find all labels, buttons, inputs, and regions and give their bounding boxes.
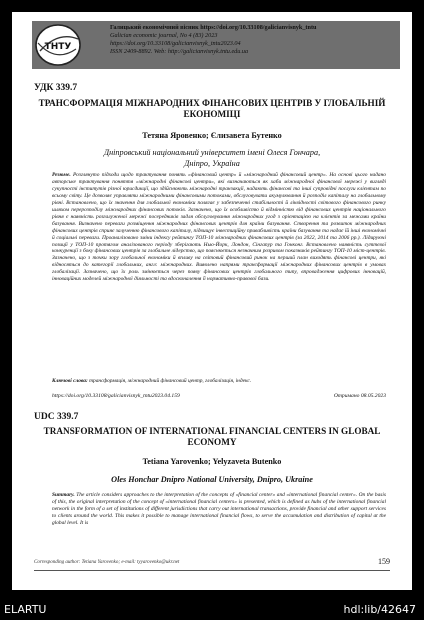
tntu-logo-icon: [34, 23, 82, 67]
svg-text:ТНТУ: ТНТУ: [44, 42, 72, 52]
title-uk: ТРАНСФОРМАЦІЯ МІЖНАРОДНИХ ФІНАНСОВИХ ЦЕНТРІВ У ГЛОБАЛЬНІЙ ЕКОНОМІЦІ: [38, 98, 386, 119]
paper-page: [12, 12, 412, 590]
footer-divider: [34, 570, 390, 571]
repository-label[interactable]: ELARTU: [4, 603, 47, 616]
corresponding-author: Corresponding author: Tetiana Yarovenko; e-mail: tyyarovenko@ukr.net: [34, 560, 180, 565]
journal-title-en: Galician economic journal, No 4 (83) 2023: [110, 32, 218, 39]
article-doi-link[interactable]: https://doi.org/10.33108/galicianvisnyk_tntu2023.04.159: [52, 393, 180, 399]
abstract-uk-label: Резюме.: [52, 172, 71, 178]
summary-en-text: The article considers approaches to the interpretation of the concepts of «financial center» and «international financial center». On the basis of this, the original interpretation of the concept of «international financial centers» is presented, which is defined as hubs of the international financial network in the form of a set of institutions of different jurisdictions that carry out international transactions, provide financial and other support services to clients around the world. This makes it possible to manage international financial flows, to serve the accumulation and distribution of capital at the global level. It is: [52, 492, 386, 526]
udc-en: UDC 339.7: [34, 412, 79, 422]
summary-en-label: Summary.: [52, 492, 75, 498]
authors-uk: Тетяна Яровенко; Єлизавета Бутенко: [142, 131, 282, 140]
journal-title-uk: Галицький економічний вісник https://doi.org/10.33108/galicianvisnyk_tntu: [110, 24, 317, 31]
authors-en: Tetiana Yarovenko; Yelyzaveta Butenko: [142, 457, 282, 466]
title-en: TRANSFORMATION OF INTERNATIONAL FINANCIAL CENTERS IN GLOBAL ECONOMY: [43, 426, 381, 447]
affiliation-uk: [34, 148, 390, 169]
affiliation-en: Oles Honchar Dnipro National University, Dnipro, Ukraine: [111, 475, 313, 484]
affiliation-uk-line-1: Дніпровський національний університет імені Олеся Гончара,: [103, 148, 321, 157]
doi-row: [52, 393, 386, 399]
handle-label[interactable]: hdl:lib/42647: [343, 603, 416, 616]
received-date: Отримано 08.05.2023: [333, 393, 386, 399]
journal-issue-doi: https://doi.org/10.33108/galicianvisnyk_tntu2023.04: [110, 40, 241, 47]
udc-uk: УДК 339.7: [34, 83, 78, 93]
summary-en: [52, 492, 386, 555]
page-number: 159: [378, 557, 390, 566]
keywords-uk-label: Ключові слова:: [52, 378, 88, 384]
journal-issn: ISSN 2409-8892. Web: http://galicianvisnyk.tntu.edu.ua: [110, 48, 249, 55]
keywords-uk: [52, 378, 386, 385]
journal-header-text: [110, 24, 400, 56]
keywords-uk-text: трансформація, міжнародний фінансовий центр, глобалізація, індекс.: [89, 378, 252, 384]
abstract-uk-text: Розглянуто підходи щодо трактування понять «фінансовий центр» й «міжнародний фінансовий центр». На основі цього надано авторське трактування поняття «міжнародні фінансові центри», які визначаються як хаби міжнародної фінансової мережі у вигляді сукупності інститутів різної юрисдикції, що здійснюють міжнародні транзакції, надають фінансові та інші супровідні послуги клієнтам по всьому світу. Це дозволяє управляти міжнародними фінансовими потоками, обслуговувати акумулювання й розподіл капіталу на глобальному рівні. Встановлено, що їх значення для глобальної економіки полягає у забезпеченні стабільності й ліквідності світового фінансового ринку шляхом перерозподілу міжнародних фінансових потоків. Зазначено, що їх особливістю й відмінністю від фінансових центрів національного рівня є наявність розгалуженої мережі посередників задля обслуговування міжнародних угод з орієнтацією на клієнтів за межами країни базування. Визначено переваги розміщення міжнародних фінансових центрів для країни базування. Створення та розвиток міжнародних фінансових центрів сприяє залученню фінансового капіталу, підвищує інвестиційну привабливість країни базування та надає їй інші економічні й соціальні переваги. Проаналізовано зміни індексу рейтингу ТОП-10 міжнародних фінансових центрів (за 2022, 2014 та 2006 рр.). Лідируючі позиції у ТОП-10 протягом аналізованого періоду зберігають Нью-Йорк, Лондон, Сінгапур та Гонконг. Встановлено наявність суттєвої конкуренції з боку фінансових центрів за глобальне лідерство, що пояснюється незначним розривом показників рейтингу ТОП-10 міст-центрів. Зазначено, що з точки зору глобальної економіки й впливу на світовий фінансовий ринок на перший план виходять фінансові центри, які відносяться до категорії глобальних, англ: міжнародних. Виявлено напрями трансформації міжнародних фінансових центрів в умовах глобалізації. Зазначено, що їх роль змінюється через появу фінансових центрів глобального типу, впровадження цифрових інновацій, інноваційних моделей міжнародної діяльності та вдосконалення її нормативно-правової бази.: [52, 172, 386, 283]
abstract-uk: [52, 172, 386, 283]
affiliation-uk-line-2: Дніпро, Україна: [184, 158, 240, 168]
